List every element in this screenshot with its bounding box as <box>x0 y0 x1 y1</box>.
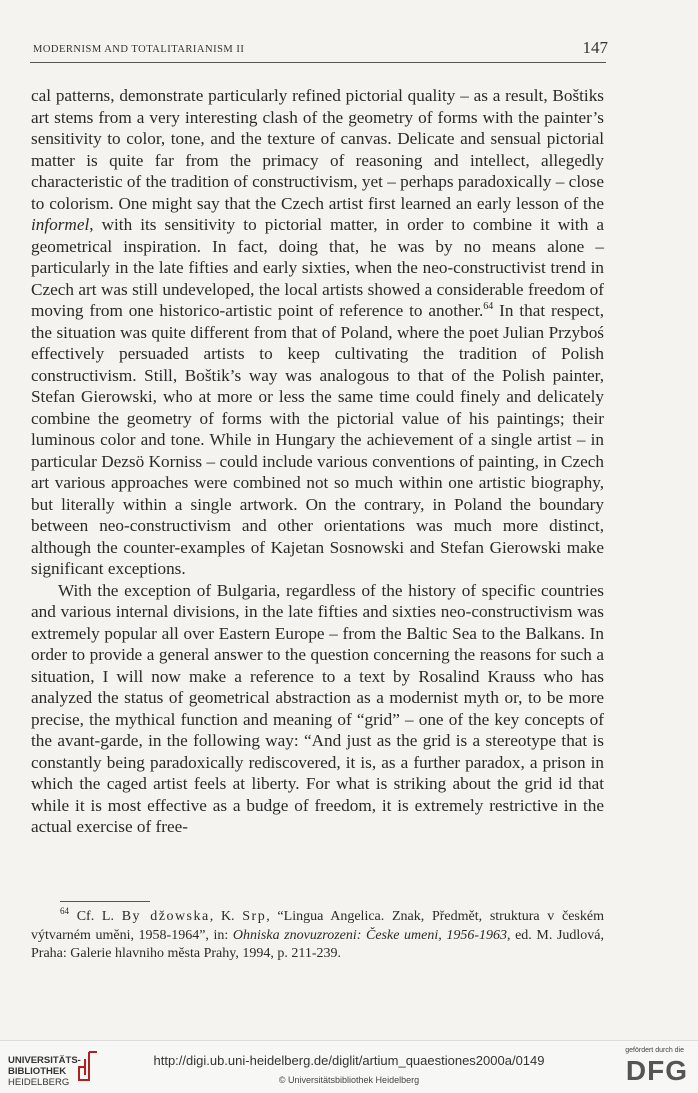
footnote-title: Ohniska znovuzrozeni: Česke umeni, 1956-1963 <box>232 927 507 943</box>
paragraph-2: With the exception of Bulgaria, regardless of the history of specific countries and various internal divisions, in the late fifties and sixties neo-constructivism was extremely popular all over Eastern Europe – from the Baltic Sea to the Balkans. In order to provide a general answer to the question concerning the reasons for such a situation, I will now make a reference to a text by Rosalind Krauss who has analyzed the status of geometrical abstraction as a modernist myth or, to be more precise, the mythical function and meaning of “grid” – one of the key concepts of the avant-garde, in the following way: “And just as the grid is a stereotype that is constantly being paradoxically rediscovered, it is, as a further paradox, a prison in which the caged artist feels at liberty. For what is striking about the grid id that while it is most effective as a budge of freedom, it is extremely restrictive in the actual exercise of free- <box>31 580 604 836</box>
italic-term: informel <box>31 215 90 234</box>
footnote: $^{64}$ Cf. L. By džowska, K. Srp, “Lingua Angelica. Znak, Předmět, struktura v českém výtvarném uměni, 1958-1964”, in: Ohniska znovuzrozeni: Česke umeni, 1956-1963, ed. M. Judlová, Praha: Galerie hlavniho města Prahy, 1994, p. 211-239. <box>31 906 604 961</box>
dfg-logo: DFG <box>625 1055 688 1086</box>
footnote-number: 64 <box>60 906 69 916</box>
footnote-author: By džowska <box>121 909 210 924</box>
source-url-link[interactable]: http://digi.ub.uni-heidelberg.de/diglit/artium_quaestiones2000a/0149 <box>153 1053 545 1068</box>
copyright-notice: © Universitätsbibliothek Heidelberg <box>278 1075 420 1085</box>
running-header <box>30 40 606 63</box>
page-number: 147 <box>582 38 608 57</box>
running-title: MODERNISM AND TOTALITARIANISM II <box>33 44 245 55</box>
funded-by-label: gefördert durch die <box>625 1047 684 1054</box>
footnote-author-2: Srp <box>242 909 267 924</box>
paragraph-1: cal patterns, demonstrate particularly refined pictorial quality – as a result, Boštiks art stems from a very interesting clash of the geometry of forms with the painter’s sensitivity to color, tone, and the texture of canvas. Delicate and sensual pictorial matter is quite far from the primacy of reasoning and intellect, allegedly characteristic of the tradition of constructivism, yet – perhaps paradoxically – close to colorism. One might say that the Czech artist first learned an early lesson of the informel, with its sensitivity to pictorial matter, in order to combine it with a geometrical inspiration. In fact, doing that, he was by no means alone – particularly in the late fifties and early sixties, when the neo-constructivist trend in Czech art was still undeveloped, the local artists showed a considerable freedom of moving from one historico-artistic point of reference to another.$^{64}$ In that respect, the situation was quite different from that of Poland, where the poet Julian Przyboś effectively persuaded artists to keep cultivating the tradition of Polish constructivism. Still, Boštik’s way was analogous to that of the Polish painter, Stefan Gierowski, who at more or less the same time could finely and delicately combine the geometry of forms with the pictorial value of his paintings; their luminous color and tone. While in Hungary the achievement of a single artist – in particular Dezsö Korniss – could include various conventions of painting, in Czech art various approaches were combined not so much within one artistic biography, but literally within a single artwork. On the contrary, in Poland the boundary between neo-constructivism and other orientations was much more distinct, although the counter-examples of Kajetan Sosnowski and Stefan Gierowski make significant exceptions. <box>31 86 604 578</box>
footnote-reference[interactable]: 64 <box>483 301 494 312</box>
body-text <box>31 85 604 838</box>
library-logo: UNIVERSITÄTS- BIBLIOTHEK HEIDELBERG <box>8 1055 81 1088</box>
digitization-footer <box>0 1040 698 1093</box>
footnote-divider <box>60 901 150 902</box>
